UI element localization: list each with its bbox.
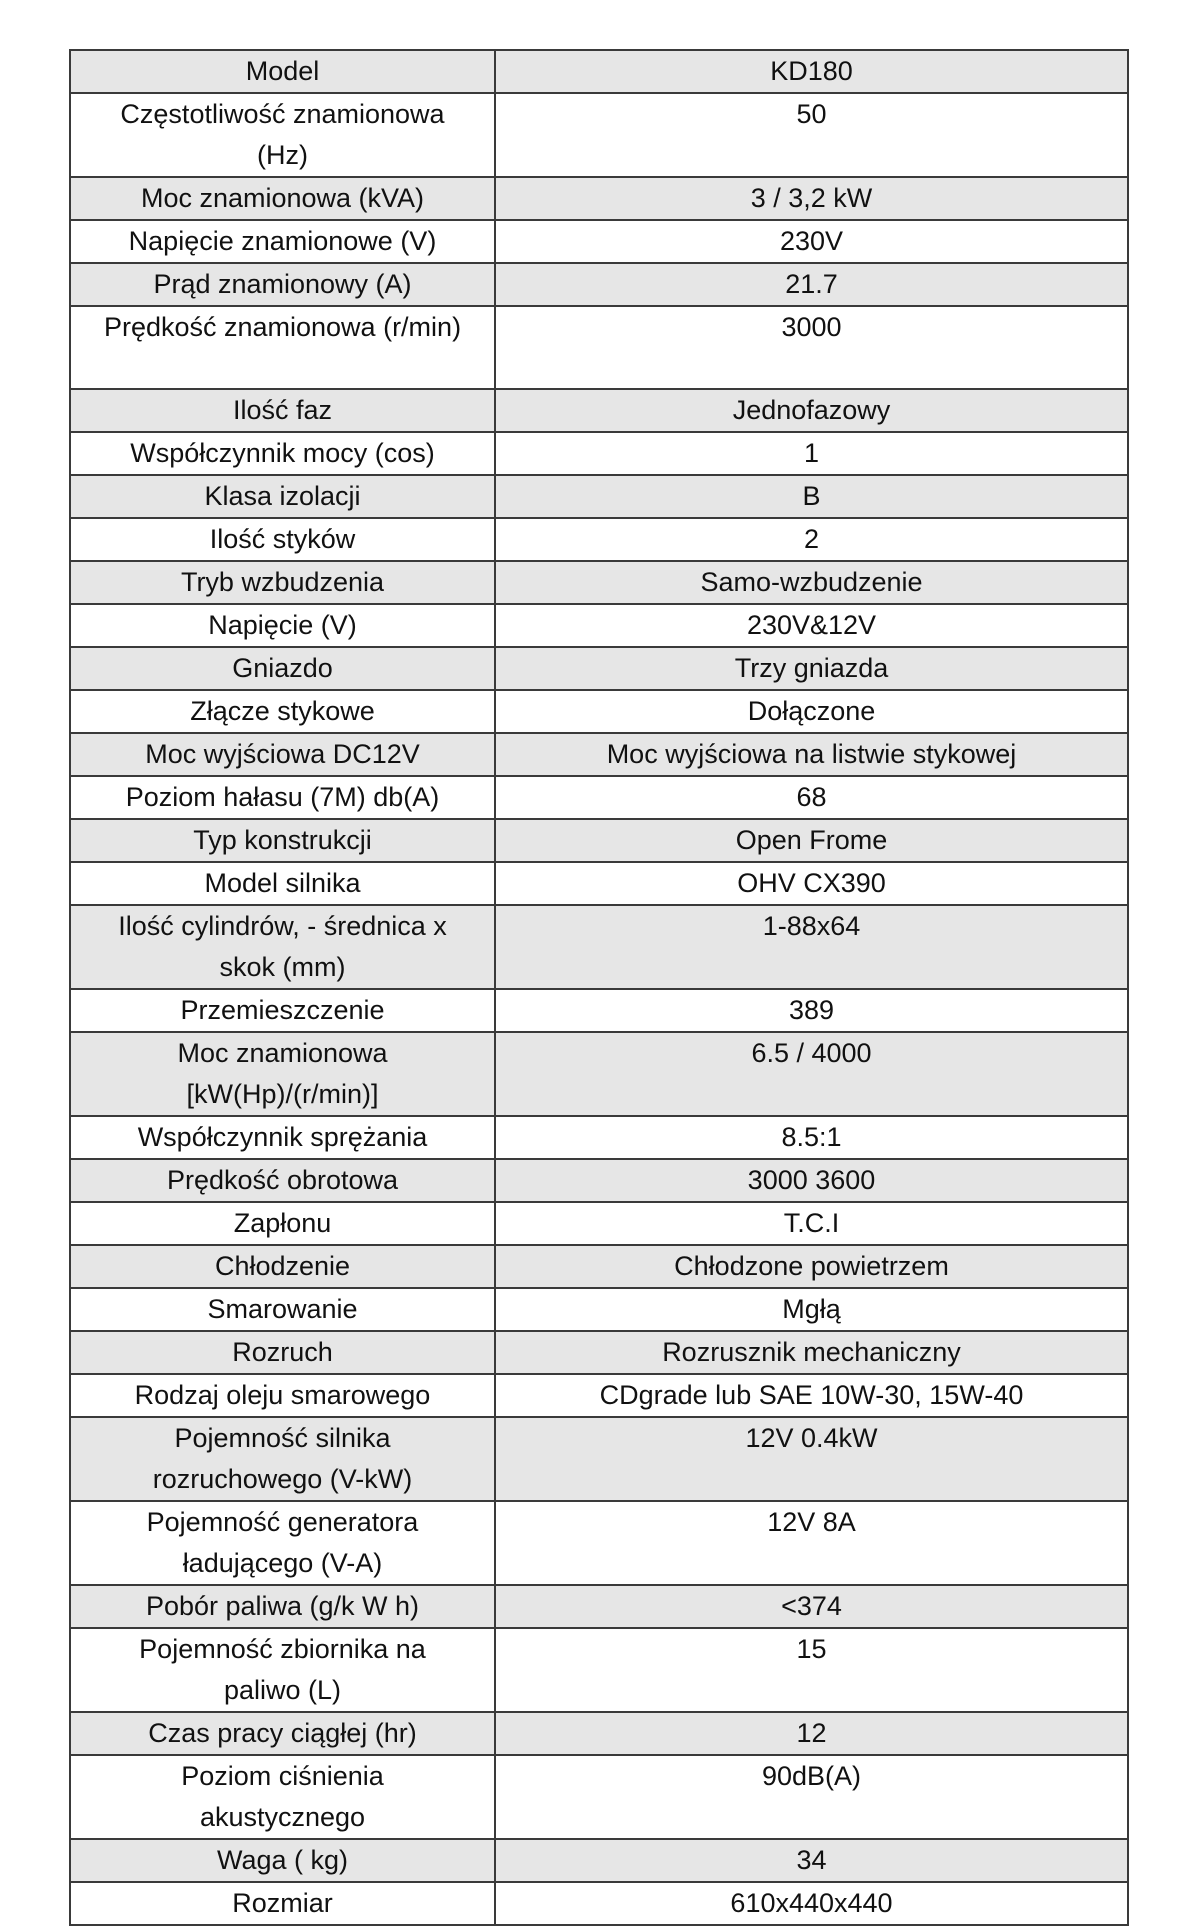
table-row [70, 220, 1128, 263]
spec-label-cell [70, 475, 495, 518]
spec-label-cell [70, 561, 495, 604]
spec-label: Częstotliwość znamionowa (Hz) [120, 99, 445, 170]
spec-value: 12V 0.4kW [495, 1417, 1128, 1501]
spec-label: Złącze stykowe [190, 696, 375, 726]
table-row [70, 1501, 1128, 1585]
spec-label-cell [70, 432, 495, 475]
spec-label: Model [245, 56, 320, 86]
spec-value: Trzy gniazda [495, 647, 1128, 690]
spec-label: Przemieszczenie [180, 995, 385, 1025]
spec-label: Rozmiar [232, 1888, 333, 1918]
table-row [70, 1585, 1128, 1628]
spec-value: 50 [495, 93, 1128, 177]
spec-label-cell [70, 989, 495, 1032]
spec-value: 2 [495, 518, 1128, 561]
table-row [70, 1202, 1128, 1245]
spec-value: 12 [495, 1712, 1128, 1755]
spec-label-cell [70, 177, 495, 220]
spec-label: Ilość faz [232, 395, 333, 425]
table-row [70, 1417, 1128, 1501]
spec-label: Tryb wzbudzenia [180, 567, 385, 597]
spec-value: 230V&12V [495, 604, 1128, 647]
spec-value: KD180 [495, 50, 1128, 93]
spec-label: Zapłonu [233, 1208, 332, 1238]
spec-label-cell [70, 1288, 495, 1331]
table-row [70, 389, 1128, 432]
spec-value: Mgłą [495, 1288, 1128, 1331]
table-row [70, 819, 1128, 862]
spec-label-cell [70, 1628, 495, 1712]
spec-label-cell [70, 1116, 495, 1159]
spec-label: Współczynnik sprężania [137, 1122, 428, 1152]
table-row [70, 1755, 1128, 1839]
spec-value: 68 [495, 776, 1128, 819]
table-row [70, 561, 1128, 604]
table-row [70, 776, 1128, 819]
spec-value: <374 [495, 1585, 1128, 1628]
spec-label-cell [70, 1839, 495, 1882]
table-row [70, 432, 1128, 475]
table-row [70, 862, 1128, 905]
spec-label: Prąd znamionowy (A) [153, 269, 412, 299]
spec-label-cell [70, 1585, 495, 1628]
spec-label-cell [70, 1331, 495, 1374]
spec-label: Model silnika [204, 868, 361, 898]
spec-value: Moc wyjściowa na listwie stykowej [495, 733, 1128, 776]
spec-label: Moc znamionowa (kVA) [140, 183, 425, 213]
table-row [70, 306, 1128, 389]
spec-label-cell [70, 776, 495, 819]
spec-label-cell [70, 263, 495, 306]
spec-value: 12V 8A [495, 1501, 1128, 1585]
spec-label: Rozruch [232, 1337, 333, 1367]
spec-label: Ilość styków [209, 524, 356, 554]
spec-label-cell [70, 1882, 495, 1925]
spec-value: 6.5 / 4000 [495, 1032, 1128, 1116]
spec-value: 610x440x440 [495, 1882, 1128, 1925]
spec-label: Waga ( kg) [216, 1845, 349, 1875]
spec-label-cell [70, 862, 495, 905]
table-row [70, 1374, 1128, 1417]
table-row [70, 518, 1128, 561]
spec-label-cell [70, 389, 495, 432]
spec-value: Dołączone [495, 690, 1128, 733]
spec-value: B [495, 475, 1128, 518]
spec-value: 90dB(A) [495, 1755, 1128, 1839]
spec-value: 3 / 3,2 kW [495, 177, 1128, 220]
spec-label: Poziom ciśnienia akustycznego [181, 1761, 384, 1832]
spec-label-cell [70, 1159, 495, 1202]
table-row [70, 475, 1128, 518]
table-row [70, 604, 1128, 647]
spec-value: Jednofazowy [495, 389, 1128, 432]
table-row [70, 733, 1128, 776]
spec-label-cell [70, 1501, 495, 1585]
spec-value: 3000 [495, 306, 1128, 389]
spec-label-cell [70, 1712, 495, 1755]
spec-label: Pojemność generatora ładującego (V-A) [146, 1507, 419, 1578]
spec-value: Samo-wzbudzenie [495, 561, 1128, 604]
spec-label: Chłodzenie [214, 1251, 351, 1281]
spec-label: Pojemność zbiornika na paliwo (L) [139, 1634, 426, 1705]
spec-value: 3000 3600 [495, 1159, 1128, 1202]
table-row [70, 50, 1128, 93]
spec-value: 15 [495, 1628, 1128, 1712]
spec-value: Open Frome [495, 819, 1128, 862]
spec-label: Prędkość obrotowa [166, 1165, 399, 1195]
table-row [70, 1712, 1128, 1755]
spec-value: 230V [495, 220, 1128, 263]
spec-label-cell [70, 1202, 495, 1245]
table-row [70, 1882, 1128, 1925]
spec-label: Pobór paliwa (g/k W h) [145, 1591, 420, 1621]
spec-label-cell [70, 50, 495, 93]
spec-label: Ilość cylindrów, - średnica x skok (mm) [118, 911, 447, 982]
table-row [70, 1116, 1128, 1159]
spec-value: 21.7 [495, 263, 1128, 306]
table-row [70, 1159, 1128, 1202]
spec-label-cell [70, 905, 495, 989]
spec-value: 8.5:1 [495, 1116, 1128, 1159]
spec-label: Klasa izolacji [204, 481, 361, 511]
spec-value: Rozrusznik mechaniczny [495, 1331, 1128, 1374]
table-row [70, 1628, 1128, 1712]
spec-label-cell [70, 93, 495, 177]
spec-label: Poziom hałasu (7M) db(A) [125, 782, 440, 812]
spec-label: Napięcie znamionowe (V) [128, 226, 437, 256]
spec-label: Smarowanie [207, 1294, 358, 1324]
table-row [70, 263, 1128, 306]
spec-value: Chłodzone powietrzem [495, 1245, 1128, 1288]
spec-table [69, 49, 1129, 1926]
spec-label-cell [70, 647, 495, 690]
table-row [70, 989, 1128, 1032]
spec-table-body [70, 50, 1128, 1925]
spec-label-cell [70, 306, 495, 389]
spec-label-cell [70, 1374, 495, 1417]
table-row [70, 647, 1128, 690]
table-row [70, 690, 1128, 733]
table-row [70, 177, 1128, 220]
spec-label: Typ konstrukcji [193, 825, 372, 855]
spec-label-cell [70, 1245, 495, 1288]
table-row [70, 93, 1128, 177]
spec-label: Moc znamionowa [kW(Hp)/(r/min)] [177, 1038, 388, 1109]
spec-value: 389 [495, 989, 1128, 1032]
table-row [70, 1331, 1128, 1374]
spec-label-cell [70, 1755, 495, 1839]
spec-label: Współczynnik mocy (cos) [130, 438, 435, 468]
spec-label: Napięcie (V) [208, 610, 357, 640]
spec-value: T.C.I [495, 1202, 1128, 1245]
spec-value: 34 [495, 1839, 1128, 1882]
spec-value: 1-88x64 [495, 905, 1128, 989]
table-row [70, 1032, 1128, 1116]
table-row [70, 1245, 1128, 1288]
spec-value: OHV CX390 [495, 862, 1128, 905]
table-row [70, 1288, 1128, 1331]
table-row [70, 905, 1128, 989]
spec-label-cell [70, 604, 495, 647]
table-row [70, 1839, 1128, 1882]
spec-label-cell [70, 733, 495, 776]
spec-label-cell [70, 518, 495, 561]
spec-label-cell [70, 220, 495, 263]
spec-label-cell [70, 1032, 495, 1116]
spec-label-cell [70, 1417, 495, 1501]
spec-label: Rodzaj oleju smarowego [134, 1380, 431, 1410]
spec-label: Pojemność silnika rozruchowego (V-kW) [152, 1423, 413, 1494]
spec-label: Gniazdo [232, 653, 333, 683]
spec-label-cell [70, 690, 495, 733]
spec-label-cell [70, 819, 495, 862]
spec-label: Prędkość znamionowa (r/min) [103, 312, 462, 342]
spec-value: CDgrade lub SAE 10W-30, 15W-40 [495, 1374, 1128, 1417]
spec-label: Czas pracy ciągłej (hr) [148, 1718, 417, 1748]
spec-label: Moc wyjściowa DC12V [145, 739, 420, 769]
spec-value: 1 [495, 432, 1128, 475]
